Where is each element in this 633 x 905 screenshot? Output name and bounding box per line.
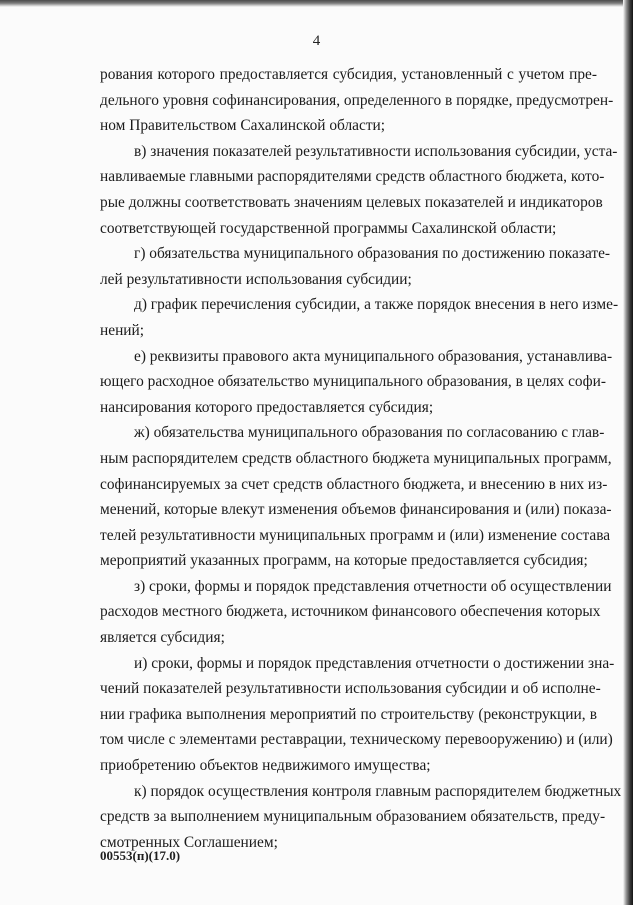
text-line: является субсидия;	[100, 629, 225, 647]
text-line: д) график перечисления субсидии, а также порядок внесения в него изме-	[134, 296, 619, 314]
text-line: приобретению объектов недвижимого имущества;	[100, 757, 431, 775]
document-code: 00553(п)(17.0)	[100, 848, 181, 863]
text-line: средств за выполнением муниципальным образованием обязательств, преду-	[100, 808, 606, 826]
text-line: менений, которые влекут изменения объемов финансирования и (или) показа-	[100, 501, 612, 519]
text-line: нансирования которого предоставляется субсидия;	[100, 398, 434, 416]
text-line: з) сроки, формы и порядок представления отчетности об осуществлении	[134, 577, 612, 595]
paragraph	[100, 779, 622, 856]
scan-edge-right	[623, 0, 633, 905]
text-line: г) обязательства муниципального образования по достижению показате-	[134, 245, 611, 263]
text-line: ж) обязательства муниципального образования по согласованию с глав-	[134, 424, 605, 442]
text-line: лей результативности использования субсидии;	[100, 270, 412, 288]
text-line: смотренных Соглашением;	[100, 833, 278, 851]
text-line: расходов местного бюджета, источником финансового обеспечения которых	[100, 603, 601, 621]
text-line: телей результативности муниципальных программ и (или) изменение состава	[100, 526, 611, 544]
text-line: к) порядок осуществления контроля главным распорядителем бюджетных	[134, 782, 622, 800]
text-line: нии графика выполнения мероприятий по строительству (реконструкции, в	[100, 705, 597, 723]
paragraph	[100, 420, 612, 574]
text-line: мероприятий указанных программ, на которые предоставляется субсидия;	[100, 552, 588, 570]
text-line: е) реквизиты правового акта муниципального образования, устанавлива-	[134, 347, 613, 365]
page-number: 4	[312, 33, 321, 49]
text-line: дельного уровня софинансирования, определенного в порядке, предусмотрен-	[100, 91, 614, 109]
text-line: ным распорядителем средств областного бюджета муниципальных программ,	[100, 449, 612, 467]
scan-edge-top	[0, 0, 633, 7]
paragraph	[100, 139, 618, 241]
paragraph	[100, 344, 613, 421]
paragraph	[100, 62, 614, 139]
text-line: ющего расходное обязательство муниципального образования, в целях софи-	[100, 373, 606, 391]
paragraph	[100, 574, 612, 651]
text-line: том числе с элементами реставрации, техническому перевооружению) и (или)	[100, 731, 613, 749]
text-line: нений;	[100, 321, 145, 339]
document-body	[100, 62, 622, 855]
text-line: чений показателей результативности использования субсидии и об исполне-	[100, 680, 601, 698]
paragraph	[100, 241, 611, 292]
text-line: навливаемые главными распорядителями средств областного бюджета, кото-	[100, 168, 605, 186]
text-line: в) значения показателей результативности использования субсидии, уста-	[134, 142, 618, 160]
paragraph	[100, 651, 615, 779]
text-line: и) сроки, формы и порядок представления отчетности о достижении зна-	[134, 654, 615, 672]
text-line: софинансируемых за счет средств областного бюджета, и внесению в них из-	[100, 475, 608, 493]
paragraph	[100, 292, 619, 343]
text-line: ном Правительством Сахалинской области;	[100, 117, 386, 135]
text-line: рования которого предоставляется субсидия, установленный с учетом пре-	[100, 66, 597, 83]
text-line: соответствующей государственной программы Сахалинской области;	[100, 219, 557, 237]
text-line: рые должны соответствовать значениям целевых показателей и индикаторов	[100, 193, 603, 211]
